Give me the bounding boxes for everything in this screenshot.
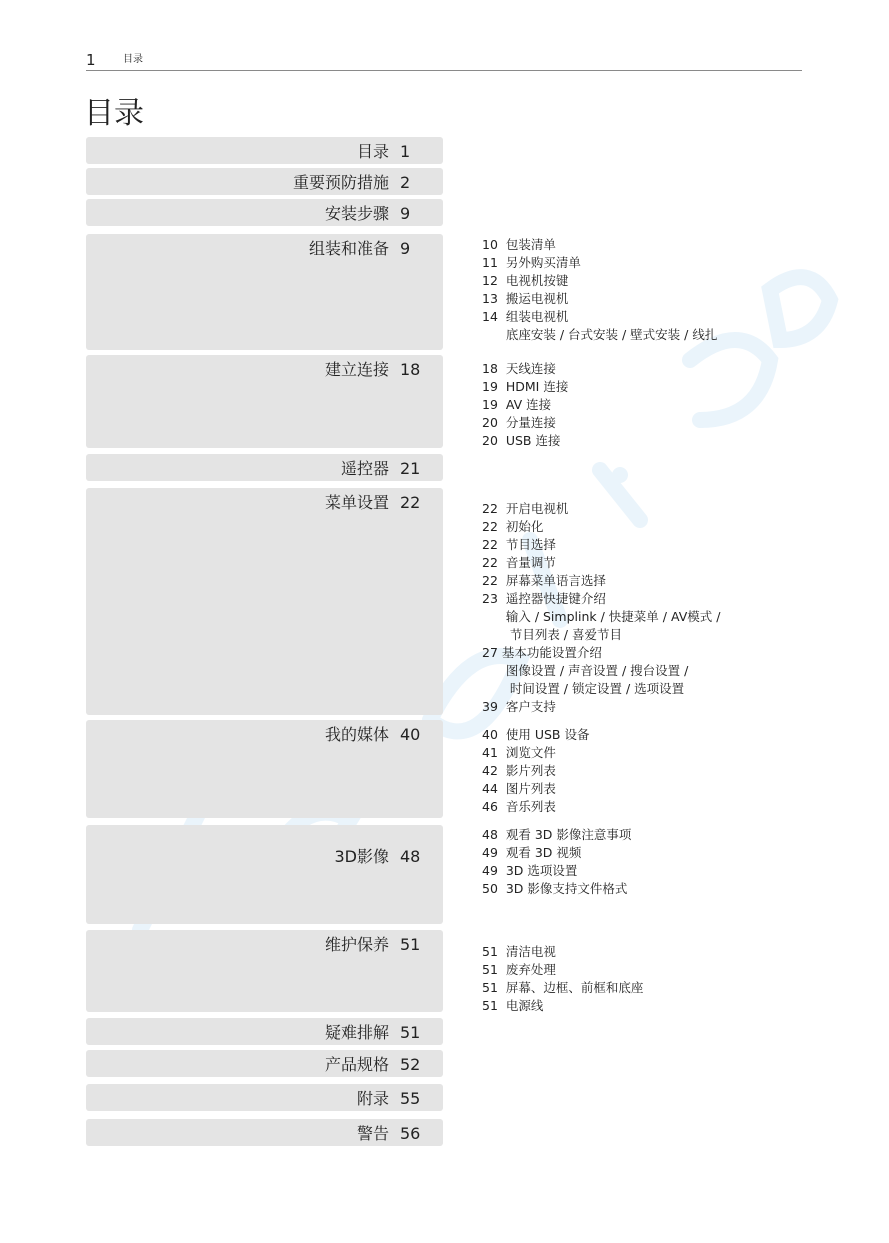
toc-sub-item[interactable]: 19 HDMI 连接: [482, 379, 569, 394]
toc-row[interactable]: [86, 1050, 443, 1077]
toc-sub-item[interactable]: 12 电视机按键: [482, 273, 569, 288]
toc-sub-item[interactable]: 19 AV 连接: [482, 397, 552, 412]
toc-sub-item[interactable]: 11 另外购买清单: [482, 255, 581, 270]
toc-sub-item[interactable]: 时间设置 / 锁定设置 / 选项设置: [482, 681, 685, 696]
toc-row[interactable]: [86, 168, 443, 195]
toc-label: 3D影像: [334, 847, 389, 866]
toc-sub-item[interactable]: 22 节目选择: [482, 537, 556, 552]
toc-sub-item[interactable]: 20 USB 连接: [482, 433, 561, 448]
toc-sub-item[interactable]: 22 音量调节: [482, 555, 556, 570]
toc-sub-item[interactable]: 27 基本功能设置介绍: [482, 645, 602, 660]
toc-label: 警告: [356, 1124, 389, 1143]
page-number: 1: [86, 51, 96, 69]
toc-label: 遥控器: [340, 459, 389, 478]
toc-page-number: 40: [400, 725, 421, 744]
toc-sub-list: [482, 236, 717, 344]
toc-sub-item[interactable]: 39 客户支持: [482, 699, 556, 714]
toc-sub-item[interactable]: 48 观看 3D 影像注意事项: [482, 827, 632, 842]
page-header: [86, 50, 802, 71]
toc-row[interactable]: [86, 1119, 443, 1146]
toc-sub-item[interactable]: 图像设置 / 声音设置 / 搜台设置 /: [482, 663, 689, 678]
toc-page-number: 52: [400, 1055, 421, 1074]
toc-sub-item[interactable]: 节目列表 / 喜爱节目: [482, 627, 622, 642]
toc-page-number: 1: [400, 142, 411, 161]
toc-row[interactable]: [86, 355, 443, 448]
toc-sub-item[interactable]: 14 组装电视机: [482, 309, 569, 324]
header-section-title: 目录: [123, 54, 143, 65]
toc-sub-item[interactable]: 13 搬运电视机: [482, 291, 569, 306]
toc-sub-item[interactable]: 51 屏幕、边框、前框和底座: [482, 980, 644, 995]
toc-row[interactable]: [86, 199, 443, 226]
toc-page-number: 51: [400, 935, 421, 954]
toc-label: 重要预防措施: [292, 173, 389, 192]
toc-label: 安装步骤: [324, 204, 389, 223]
toc-page-number: 9: [400, 239, 411, 258]
toc-page-number: 55: [400, 1089, 421, 1108]
toc-page-number: 56: [400, 1124, 421, 1143]
toc-page-number: 48: [400, 847, 421, 866]
toc-label: 产品规格: [324, 1055, 389, 1074]
toc-label: 目录: [356, 142, 389, 161]
toc-sub-item[interactable]: 22 屏幕菜单语言选择: [482, 573, 606, 588]
toc-sub-item[interactable]: 底座安装 / 台式安装 / 壁式安装 / 线扎: [482, 327, 718, 342]
toc-page-number: 9: [400, 204, 411, 223]
toc-row[interactable]: [86, 137, 443, 164]
toc-sub-item[interactable]: 22 开启电视机: [482, 501, 569, 516]
toc-sub-item[interactable]: 51 电源线: [482, 998, 544, 1013]
toc-page-number: 18: [400, 360, 421, 379]
toc-label: 菜单设置: [324, 493, 389, 512]
toc-row[interactable]: [86, 1018, 443, 1045]
toc-sub-list: [482, 500, 720, 716]
toc-label: 组装和准备: [308, 239, 389, 258]
toc-sub-item[interactable]: 42 影片列表: [482, 763, 556, 778]
toc-sub-item[interactable]: 51 清洁电视: [482, 944, 556, 959]
toc-sub-item[interactable]: 49 观看 3D 视频: [482, 845, 582, 860]
toc-sub-item[interactable]: 46 音乐列表: [482, 799, 556, 814]
toc-sub-item[interactable]: 51 废弃处理: [482, 962, 556, 977]
toc-row[interactable]: [86, 825, 443, 924]
toc-page-number: 2: [400, 173, 411, 192]
toc-sub-list: [482, 943, 643, 1015]
toc-row[interactable]: [86, 454, 443, 481]
page-title: 目录: [84, 96, 144, 131]
toc-sub-item[interactable]: 23 遥控器快捷键介绍: [482, 591, 606, 606]
toc-sub-item[interactable]: 49 3D 选项设置: [482, 863, 578, 878]
toc-sub-item[interactable]: 41 浏览文件: [482, 745, 556, 760]
toc-label: 疑难排解: [324, 1023, 389, 1042]
toc-sub-item[interactable]: 输入 / Simplink / 快捷菜单 / AV模式 /: [482, 609, 721, 624]
toc-page-number: 21: [400, 459, 421, 478]
toc-sub-item[interactable]: 44 图片列表: [482, 781, 556, 796]
toc-sub-item[interactable]: 20 分量连接: [482, 415, 556, 430]
toc-sub-item[interactable]: 50 3D 影像支持文件格式: [482, 881, 628, 896]
toc-row[interactable]: [86, 488, 443, 715]
toc-row[interactable]: [86, 720, 443, 818]
toc-row[interactable]: [86, 930, 443, 1012]
toc-row[interactable]: [86, 234, 443, 350]
toc-row[interactable]: [86, 1084, 443, 1111]
toc-sub-list: [482, 826, 631, 898]
toc-label: 附录: [356, 1089, 389, 1108]
toc-sub-list: [482, 726, 589, 816]
toc-sub-item[interactable]: 22 初始化: [482, 519, 544, 534]
toc-page-number: 22: [400, 493, 421, 512]
toc-label: 建立连接: [324, 360, 389, 379]
toc-page-number: 51: [400, 1023, 421, 1042]
toc-sub-item[interactable]: 40 使用 USB 设备: [482, 727, 590, 742]
toc-sub-list: [482, 360, 568, 450]
toc-label: 维护保养: [324, 935, 389, 954]
toc-sub-item[interactable]: 18 天线连接: [482, 361, 556, 376]
toc-sub-item[interactable]: 10 包装清单: [482, 237, 556, 252]
toc-label: 我的媒体: [324, 725, 389, 744]
